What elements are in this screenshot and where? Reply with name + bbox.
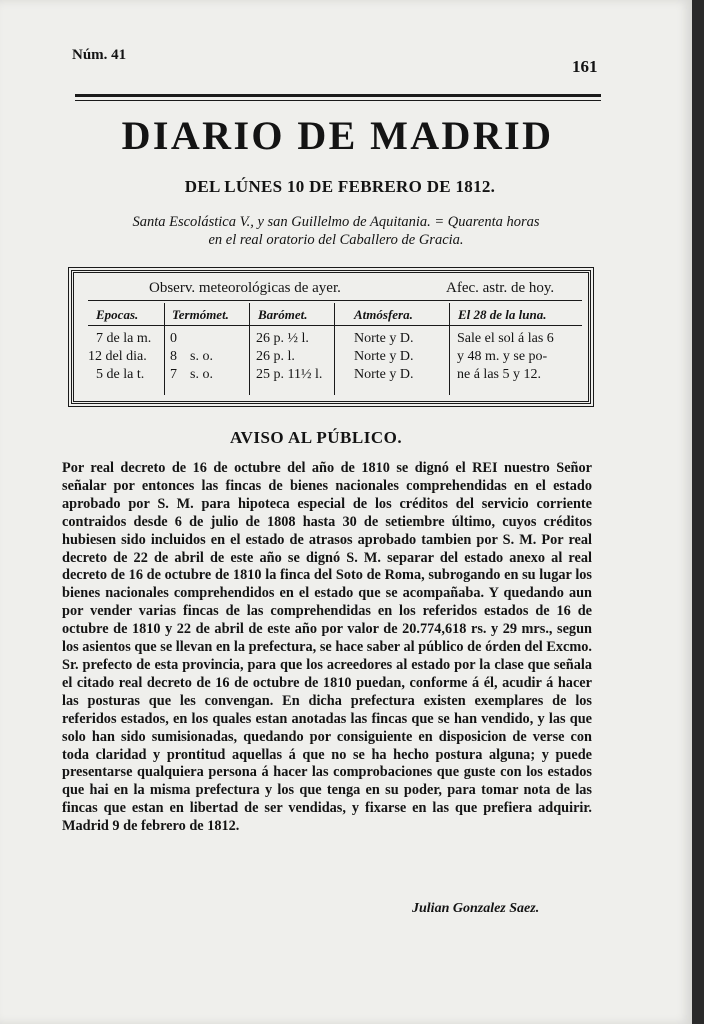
issue-number: Núm. 41 <box>72 47 127 63</box>
notice-body: Por real decreto de 16 de octubre del año de 1810 se dignó el REI nuestro Señor señalar por entonces las fincas de bienes nacionales comprehendidas en el estado aprobado por S. M. para hipoteca especial de los créditos del servicio corriente contraidos desde 6 de julio de 1808 hasta 30 de setiembre último, cuyos créditos hubiesen sido incluidos en el estado de atrasos aprobado tambien por S. M. Por real decreto de 22 de abril de este año se dignó S. M. separar del estado anexo al real decreto de 16 de octubre de 1810 la finca del Soto de Roma, subrogando en su lugar los bienes nacionales comprehendidos en el estado que se acompañaba. Y quedando aun por vender varias fincas de las comprehendidas en los referidos estados de 16 de octubre de 1810 y 22 de abril de este año por valor de 20.774,618 rs. y 29 mrs., segun los asientos que se llevan en la prefectura, se hace saber al público de órden del Excmo. Sr. prefecto de esta provincia, para que los acreedores al estado por la clase que señala el citado real decreto de 16 de octubre de 1810 puedan, conforme á él, acudir á hacer las posturas que les convengan. En dicha prefectura existen exemplares de los referidos estados, en los quales estan anotadas las fincas que se han vendido, y las que solo han sido sumisionadas, quedando por consiguiente en disposicion de verse con toda claridad y prontitud aquellas á que no se ha hecho postura alguna; y puede presentarse qualquiera persona á hacer las comprobaciones que guste con los estados que hai en la misma prefectura y los que tenga en su poder, para tomar nota de las fincas que estan en libertad de ser vendidas, y fixarse en las que prefiera adquirir. Madrid 9 de febrero de 1812. <box>62 460 592 835</box>
notice-title: AVISO AL PÚBLICO. <box>230 428 403 447</box>
column-header-atmosfera: Atmósfera. <box>354 307 413 322</box>
cell-epoca: 5 de la t. <box>96 367 145 382</box>
header-rule-thin <box>75 100 601 101</box>
notice-signature: Julian Gonzalez Saez. <box>412 901 540 916</box>
cell-termometro: 0 <box>170 331 177 346</box>
cell-termometro-unit: s. o. <box>190 367 213 382</box>
column-divider <box>249 303 250 395</box>
cell-atmosfera: Norte y D. <box>354 331 414 346</box>
masthead-title: DIARIO DE MADRID <box>121 113 554 158</box>
saints-of-the-day <box>82 213 590 249</box>
column-header-termometro: Termómet. <box>172 307 229 322</box>
cell-epoca: 12 del dia. <box>88 349 147 364</box>
column-header-epocas: Epocas. <box>96 307 139 322</box>
cell-epoca: 7 de la m. <box>96 331 152 346</box>
date-line: DEL LÚNES 10 DE FEBRERO DE 1812. <box>184 177 496 196</box>
weather-table <box>71 270 591 404</box>
header-rule-thick <box>75 94 601 97</box>
column-header-rule <box>88 325 582 326</box>
table-header-rule <box>88 300 582 301</box>
column-divider <box>164 303 165 395</box>
column-header-luna: El 28 de la luna. <box>458 307 547 322</box>
cell-termometro: 7 <box>170 367 177 382</box>
cell-barometro: 25 p. 11½ l. <box>256 367 323 382</box>
cell-barometro: 26 p. l. <box>256 349 295 364</box>
cell-atmosfera: Norte y D. <box>354 367 414 382</box>
weather-right-title: Afec. astr. de hoy. <box>446 280 555 296</box>
page-edge <box>692 0 704 1024</box>
astro-line: ne á las 5 y 12. <box>457 367 541 382</box>
cell-termometro-unit: s. o. <box>190 349 213 364</box>
saints-line-2: en el real oratorio del Caballero de Gracia. <box>208 232 464 248</box>
weather-left-title: Observ. meteorológicas de ayer. <box>149 280 341 296</box>
cell-atmosfera: Norte y D. <box>354 349 414 364</box>
cell-barometro: 26 p. ½ l. <box>256 331 309 346</box>
saints-line-1: Santa Escolástica V., y san Guillelmo de Aquitania. = Quarenta horas <box>132 214 540 230</box>
column-divider <box>449 303 450 395</box>
astro-line: y 48 m. y se po- <box>457 349 548 364</box>
page-number: 161 <box>572 57 598 76</box>
column-header-barometro: Barómet. <box>258 307 308 322</box>
astro-line: Sale el sol á las 6 <box>457 331 554 346</box>
column-divider <box>334 303 335 395</box>
cell-termometro: 8 <box>170 349 177 364</box>
